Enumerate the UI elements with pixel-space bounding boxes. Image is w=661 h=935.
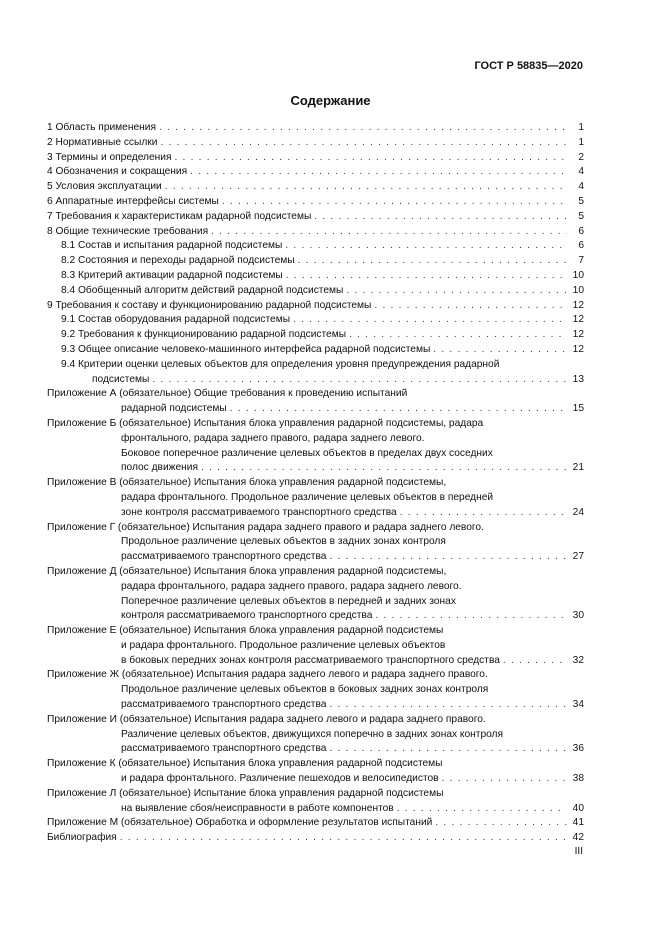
toc-page-number: 7 (578, 255, 584, 267)
toc-page-number: 10 (572, 284, 584, 296)
toc-entry-text: зоне контроля рассматриваемого транспортного средства (121, 506, 397, 518)
toc-entry-text: 9.1 Состав оборудования радарной подсистемы (61, 314, 291, 326)
toc-page-number: 6 (578, 240, 584, 252)
toc-entry[interactable] (47, 328, 584, 343)
toc-entry-text: Приложение Л (обязательное) Испытание блока управления радарной подсистемы (47, 787, 444, 799)
toc-entry-text: радара фронтального. Продольное различение целевых объектов в передней (121, 491, 494, 503)
toc-entry-text: Боковое поперечное различение целевых объектов в пределах двух соседних (121, 447, 493, 459)
toc-page-number: 10 (572, 269, 584, 281)
toc-entry-text: контроля рассматриваемого транспортного средства (121, 610, 373, 622)
toc-page-number: 12 (572, 314, 584, 326)
toc-page-number: 40 (572, 802, 584, 814)
toc-entry-text: Приложение В (обязательное) Испытания блока управления радарной подсистемы, (47, 477, 447, 489)
toc-entry-text: в боковых передних зонах контроля рассматриваемого транспортного средства (121, 654, 500, 666)
toc-entry-text: 6 Аппаратные интерфейсы системы (47, 195, 219, 207)
toc-entry[interactable] (47, 269, 584, 284)
toc-entry[interactable] (47, 624, 584, 668)
dot-leader (435, 816, 567, 831)
dot-leader (329, 550, 567, 565)
toc-entry-text: Продольное различение целевых объектов в задних зонах контроля (121, 536, 446, 548)
toc-entry-text: рассматриваемого транспортного средства (121, 743, 327, 755)
toc-entry-text: 8.2 Состояния и переходы радарной подсистемы (61, 255, 295, 267)
toc-entry-text: 9.3 Общее описание человеко-машинного интерфейса радарной подсистемы (61, 343, 431, 355)
toc-page-number: 4 (578, 181, 584, 193)
toc-entry-text: Библиография (47, 832, 117, 844)
toc-entry-text: 1 Область применения (47, 122, 156, 133)
dot-leader (346, 284, 567, 299)
toc-page-number: 4 (578, 166, 584, 178)
dot-leader (397, 802, 567, 817)
dot-leader (230, 402, 567, 417)
toc-entry[interactable] (47, 831, 584, 846)
toc-entry-text: рассматриваемого транспортного средства (121, 699, 327, 711)
toc-entry[interactable] (47, 713, 584, 757)
toc-entry[interactable] (47, 284, 584, 299)
toc-entry[interactable] (47, 476, 584, 520)
toc-entry-text: и радара фронтального. Различение пешеходов и велосипедистов (121, 773, 439, 785)
toc-page-number: 12 (572, 329, 584, 341)
toc-entry-text: Различение целевых объектов, движущихся поперечно в задних зонах контроля (121, 728, 504, 740)
toc-entry-text: на выявление сбоя/неисправности в работе компонентов (121, 802, 394, 814)
toc-entry-text: 7 Требования к характеристикам радарной подсистемы (47, 210, 312, 222)
toc-entry-text: 9.2 Требования к функционированию радарной подсистемы (61, 329, 347, 341)
toc-entry[interactable] (47, 757, 584, 787)
toc-entry-text: и радара фронтального. Продольное различение целевых объектов (121, 639, 446, 651)
dot-leader (314, 210, 567, 225)
toc-entry[interactable] (47, 239, 584, 254)
toc-page-number: 1 (578, 122, 584, 133)
toc-entry-text: Приложение А (обязательное) Общие требования к проведению испытаний (47, 388, 408, 400)
toc-entry[interactable] (47, 136, 584, 151)
toc-entry-text: радарной подсистемы (121, 403, 227, 415)
dot-leader (160, 136, 567, 151)
dot-leader (329, 698, 567, 713)
dot-leader (349, 328, 567, 343)
dot-leader (298, 254, 567, 269)
dot-leader (374, 299, 567, 314)
toc-entry[interactable] (47, 668, 584, 712)
toc-entry-text: 4 Обозначения и сокращения (47, 166, 188, 178)
toc-entry-text: радара фронтального, радара заднего правого, радара заднего левого. (121, 580, 462, 592)
dot-leader (285, 239, 567, 254)
toc-page-number: 5 (578, 210, 584, 222)
toc-entry[interactable] (47, 387, 584, 417)
dot-leader (286, 269, 567, 284)
toc-entry[interactable] (47, 151, 584, 166)
toc-entry[interactable] (47, 313, 584, 328)
toc-entry-text: 9.4 Критерии оценки целевых объектов для определения уровня предупреждения радарной (61, 358, 500, 370)
toc-entry-text: Приложение И (обязательное) Испытания радара заднего левого и радара заднего правого. (47, 713, 486, 725)
table-of-contents (47, 121, 584, 846)
toc-entry[interactable] (47, 165, 584, 180)
toc-entry-text: 3 Термины и определения (47, 151, 172, 163)
dot-leader (190, 165, 567, 180)
dot-leader (375, 609, 567, 624)
toc-page-number: 1 (578, 136, 584, 148)
toc-entry[interactable] (47, 225, 584, 240)
toc-entry-text: Поперечное различение целевых объектов в передней и задних зонах (121, 595, 456, 607)
toc-page-number: 30 (572, 610, 584, 622)
dot-leader (400, 506, 567, 521)
toc-entry[interactable] (47, 816, 584, 831)
toc-entry-text: 9 Требования к составу и функционированию радарной подсистемы (47, 299, 372, 311)
toc-entry-text: 8.3 Критерий активации радарной подсистемы (61, 269, 283, 281)
toc-entry-text: Приложение Д (обязательное) Испытания блока управления радарной подсистемы, (47, 565, 447, 577)
dot-leader (433, 343, 567, 358)
toc-page-number: 13 (572, 373, 584, 385)
toc-entry-text: Приложение Г (обязательное) Испытания радара заднего правого и радара заднего левого. (47, 521, 484, 533)
toc-entry-text: полос движения (121, 462, 198, 474)
toc-page-number: 5 (578, 195, 584, 207)
toc-page-number: 27 (572, 551, 584, 563)
toc-entry[interactable] (47, 121, 584, 136)
toc-page-number: 24 (572, 506, 584, 518)
page-title: Содержание (290, 93, 371, 108)
toc-page-number: 12 (572, 343, 584, 355)
dot-leader (211, 225, 567, 240)
toc-entry[interactable] (47, 565, 584, 624)
toc-page-number: 38 (572, 773, 584, 785)
toc-entry-text: Приложение К (обязательное) Испытания блока управления радарной подсистемы (47, 758, 443, 770)
toc-entry-text: фронтального, радара заднего правого, радара заднего левого. (121, 432, 425, 444)
dot-leader (442, 772, 567, 787)
toc-page-number: 2 (578, 151, 584, 163)
dot-leader (201, 461, 567, 476)
dot-leader (159, 121, 567, 136)
toc-entry[interactable] (47, 343, 584, 358)
toc-page-number: 41 (572, 817, 584, 829)
toc-entry-text: 8.4 Обобщенный алгоритм действий радарной подсистемы (61, 284, 344, 296)
dot-leader (165, 180, 567, 195)
toc-page-number: 34 (572, 699, 584, 711)
standard-code: ГОСТ Р 58835—2020 (474, 60, 583, 72)
dot-leader (293, 313, 567, 328)
toc-entry[interactable] (47, 299, 584, 314)
toc-entry[interactable] (47, 358, 584, 388)
toc-entry-text: Продольное различение целевых объектов в боковых задних зонах контроля (121, 684, 489, 696)
toc-entry-text: рассматриваемого транспортного средства (121, 551, 327, 563)
toc-entry[interactable] (47, 521, 584, 565)
toc-entry-text: подсистемы (92, 373, 150, 385)
toc-entry[interactable] (47, 787, 584, 817)
toc-page-number: 36 (572, 743, 584, 755)
page-number: III (574, 846, 583, 857)
toc-entry[interactable] (47, 254, 584, 269)
dot-leader (152, 373, 567, 388)
toc-entry-text: 8.1 Состав и испытания радарной подсистемы (61, 240, 283, 252)
toc-entry[interactable] (47, 417, 584, 476)
dot-leader (120, 831, 567, 846)
toc-entry[interactable] (47, 210, 584, 225)
toc-entry-text: 8 Общие технические требования (47, 225, 209, 237)
toc-entry-text: Приложение М (обязательное) Обработка и оформление результатов испытаний (47, 817, 433, 829)
toc-entry-text: Приложение Ж (обязательное) Испытания радара заднего левого и радара заднего правого. (47, 669, 488, 681)
toc-page-number: 12 (572, 299, 584, 311)
dot-leader (174, 151, 567, 166)
toc-entry[interactable] (47, 180, 584, 195)
toc-entry[interactable] (47, 195, 584, 210)
toc-page-number: 6 (578, 225, 584, 237)
dot-leader (222, 195, 567, 210)
dot-leader (329, 742, 567, 757)
toc-page-number: 15 (572, 403, 584, 415)
toc-entry-text: Приложение Е (обязательное) Испытания блока управления радарной подсистемы (47, 625, 444, 637)
toc-entry-text: 2 Нормативные ссылки (47, 136, 158, 148)
toc-page-number: 32 (572, 654, 584, 666)
toc-entry-text: 5 Условия эксплуатации (47, 181, 162, 193)
toc-page-number: 42 (572, 832, 584, 844)
dot-leader (503, 654, 567, 669)
toc-entry-text: Приложение Б (обязательное) Испытания блока управления радарной подсистемы, радара (47, 417, 484, 429)
toc-page-number: 21 (572, 462, 584, 474)
